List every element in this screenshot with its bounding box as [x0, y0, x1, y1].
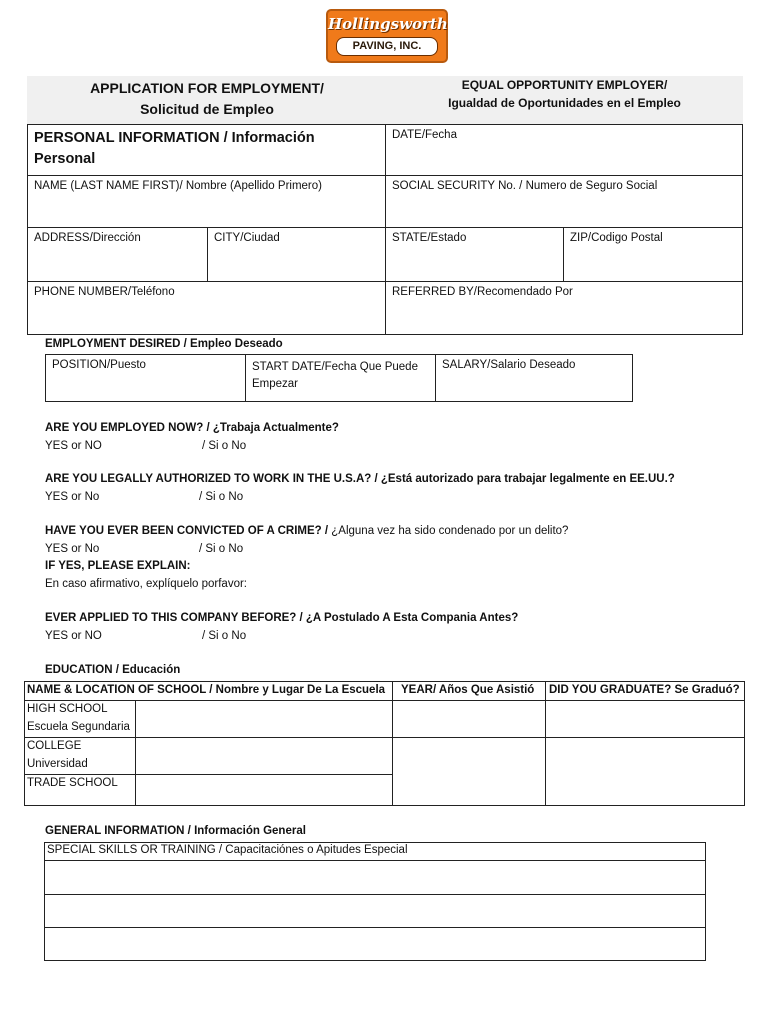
- ssn-label: SOCIAL SECURITY No. / Numero de Seguro Social: [392, 180, 658, 192]
- eoe-statement-es: Igualdad de Oportunidades en el Empleo: [448, 96, 681, 110]
- salary-label: SALARY/Salario Deseado: [442, 359, 576, 371]
- general-heading: GENERAL INFORMATION / Información General: [45, 825, 306, 837]
- personal-info-heading-es: Personal: [34, 151, 96, 167]
- ssn-field[interactable]: [385, 175, 743, 228]
- date-label: DATE/Fecha: [392, 129, 457, 141]
- position-field[interactable]: [45, 354, 246, 402]
- personal-info-heading: PERSONAL INFORMATION / Información: [34, 130, 315, 146]
- applied-answer-en[interactable]: YES or NO: [45, 630, 102, 642]
- education-header-graduate: [545, 681, 745, 701]
- authorized-answer-en[interactable]: YES or No: [45, 491, 100, 503]
- address-label: ADDRESS/Dirección: [34, 232, 141, 244]
- school-column-label: NAME & LOCATION OF SCHOOL / Nombre y Lugar De La Escuela: [27, 684, 386, 696]
- high-school-label-es: Escuela Segundaria: [27, 721, 130, 733]
- city-field[interactable]: [207, 227, 386, 282]
- employed-answer-es[interactable]: / Si o No: [202, 440, 247, 452]
- skills-line-1[interactable]: [44, 860, 706, 895]
- referred-field[interactable]: [385, 281, 743, 335]
- personal-info-heading-cell: [27, 124, 386, 176]
- form-title-es: Solicitud de Empleo: [140, 101, 274, 117]
- high-school-graduate-input[interactable]: [545, 700, 745, 738]
- college-label-es: Universidad: [27, 758, 88, 770]
- explain-label-es: En caso afirmativo, explíquelo porfavor:: [45, 578, 247, 590]
- referred-label: REFERRED BY/Recomendado Por: [392, 286, 573, 298]
- year-column-label: YEAR/ Años Que Asistió: [401, 684, 535, 696]
- question-convicted: [45, 525, 568, 537]
- company-logo: [326, 9, 448, 63]
- eoe-statement: EQUAL OPPORTUNITY EMPLOYER/: [461, 78, 668, 92]
- high-school-label-cell: [24, 700, 136, 738]
- phone-field[interactable]: [27, 281, 386, 335]
- skills-label: SPECIAL SKILLS OR TRAINING / Capacitaciónes o Apitudes Especial: [47, 844, 408, 856]
- question-employed: ARE YOU EMPLOYED NOW? / ¿Trabaja Actualmente?: [45, 422, 339, 434]
- position-label: POSITION/Puesto: [52, 359, 146, 371]
- college-trade-year-input[interactable]: [392, 737, 546, 806]
- trade-school-name-input[interactable]: [135, 774, 393, 806]
- start-date-label: START DATE/Fecha Que Puede: [252, 361, 418, 373]
- zip-field[interactable]: [563, 227, 743, 282]
- date-field[interactable]: [385, 124, 743, 176]
- convicted-answer-es[interactable]: / Si o No: [199, 543, 244, 555]
- high-school-year-input[interactable]: [392, 700, 546, 738]
- college-label: COLLEGE: [27, 740, 82, 752]
- form-title: APPLICATION FOR EMPLOYMENT/: [90, 80, 324, 96]
- education-heading: EDUCATION / Educación: [45, 664, 181, 676]
- start-date-label-es: Empezar: [252, 378, 299, 390]
- graduate-column-label: DID YOU GRADUATE? Se Graduó?: [549, 684, 740, 696]
- education-header-year: [392, 681, 546, 701]
- name-label: NAME (LAST NAME FIRST)/ Nombre (Apellido Primero): [34, 180, 322, 192]
- college-label-cell: [24, 737, 136, 775]
- address-field[interactable]: [27, 227, 208, 282]
- college-name-input[interactable]: [135, 737, 393, 775]
- skills-line-2[interactable]: [44, 894, 706, 928]
- question-applied-before: EVER APPLIED TO THIS COMPANY BEFORE? / ¿A Postulado A Esta Compania Antes?: [45, 612, 519, 624]
- high-school-label: HIGH SCHOOL: [27, 703, 108, 715]
- trade-school-label: TRADE SCHOOL: [27, 777, 118, 789]
- authorized-answer-es[interactable]: / Si o No: [199, 491, 244, 503]
- salary-field[interactable]: [435, 354, 633, 402]
- question-authorized: ARE YOU LEGALLY AUTHORIZED TO WORK IN THE U.S.A? / ¿Está autorizado para trabajar legalmente en EE.UU.?: [45, 473, 675, 485]
- employment-heading: EMPLOYMENT DESIRED / Empleo Deseado: [45, 338, 283, 350]
- zip-label: ZIP/Codigo Postal: [570, 232, 663, 244]
- college-trade-graduate-input[interactable]: [545, 737, 745, 806]
- explain-label: IF YES, PLEASE EXPLAIN:: [45, 560, 191, 572]
- education-header-school: [24, 681, 393, 701]
- employed-answer-en[interactable]: YES or NO: [45, 440, 102, 452]
- phone-label: PHONE NUMBER/Teléfono: [34, 286, 175, 298]
- name-field[interactable]: [27, 175, 386, 228]
- logo-subtitle: PAVING, INC.: [336, 37, 438, 56]
- skills-header-cell: [44, 842, 706, 861]
- convicted-answer-en[interactable]: YES or No: [45, 543, 100, 555]
- question-convicted-es: ¿Alguna vez ha sido condenado por un delito?: [328, 525, 569, 537]
- high-school-name-input[interactable]: [135, 700, 393, 738]
- applied-answer-es[interactable]: / Si o No: [202, 630, 247, 642]
- skills-line-3[interactable]: [44, 927, 706, 961]
- state-label: STATE/Estado: [392, 232, 467, 244]
- question-convicted-en: HAVE YOU EVER BEEN CONVICTED OF A CRIME? /: [45, 525, 329, 537]
- start-date-field[interactable]: [245, 354, 436, 402]
- trade-school-label-cell: [24, 774, 136, 806]
- city-label: CITY/Ciudad: [214, 232, 280, 244]
- state-field[interactable]: [385, 227, 564, 282]
- logo-name: Hollingsworth: [328, 15, 448, 33]
